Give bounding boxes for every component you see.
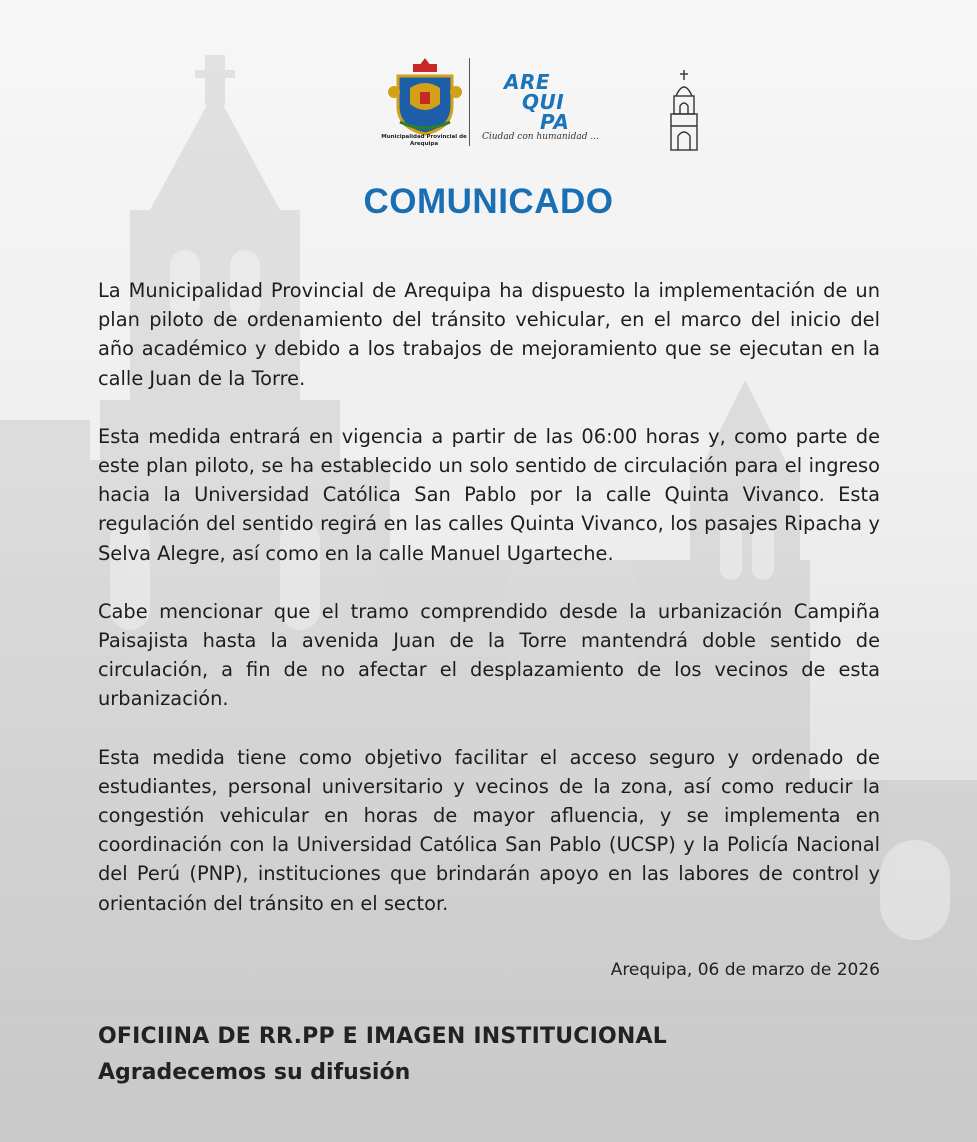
municipality-name: Municipalidad Provincial de Arequipa bbox=[381, 134, 467, 147]
paragraph-3: Cabe mencionar que el tramo comprendido desde la urbanización Campiña Paisajista hasta la avenida Juan de la Torre mantendrá doble sentido de circulación, a fin de no afectar el desplazamiento de los vecinos de esta urbanización. bbox=[98, 599, 880, 711]
closing-note: Agradecemos su difusión bbox=[98, 1060, 411, 1085]
brand-line-2: QUI bbox=[522, 90, 565, 114]
cathedral-tower-icon bbox=[666, 70, 702, 152]
paragraph-1: La Municipalidad Provincial de Arequipa ha dispuesto la implementación de un plan piloto de ordenamiento del tránsito vehicular, en el marco del inicio del año académico y debido a los trabajos de mejoramiento que se ejecutan en la calle Juan de la Torre. bbox=[98, 279, 880, 390]
page-title: COMUNICADO bbox=[363, 182, 614, 221]
issuing-office: OFICIINA DE RR.PP E IMAGEN INSTITUCIONAL bbox=[98, 1024, 667, 1049]
arequipa-brand-logo bbox=[482, 70, 602, 150]
communique-body bbox=[98, 276, 880, 947]
paragraph-4: Esta medida tiene como objetivo facilitar el acceso seguro y ordenado de estudiantes, personal universitario y vecinos de la zona, así como reducir la congestión vehicular en horas de mayor afluencia, y se implementa en coordinación con la Universidad Católica San Pablo (UCSP) y la Policía Nacional del Perú (PNP), instituciones que brindarán apoyo en las labores de control y orientación del tránsito en el sector. bbox=[98, 745, 880, 915]
paragraph-2: Esta medida entrará en vigencia a partir de las 06:00 horas y, como parte de este plan piloto, se ha establecido un solo sentido de circulación para el ingreso hacia la Universidad Católica San Pablo por la calle Quinta Vivanco. Esta regulación del sentido regirá en las calles Quinta Vivanco, los pasajes Ripacha y Selva Alegre, así como en la calle Manuel Ugarteche. bbox=[98, 424, 880, 565]
logo-divider bbox=[469, 58, 470, 146]
place-and-date: Arequipa, 06 de marzo de 2026 bbox=[610, 960, 880, 980]
brand-line-1: ARE bbox=[504, 70, 551, 94]
header-logos bbox=[380, 52, 610, 152]
brand-line-3: PA bbox=[540, 110, 570, 134]
brand-tagline: Ciudad con humanidad ... bbox=[482, 132, 599, 142]
